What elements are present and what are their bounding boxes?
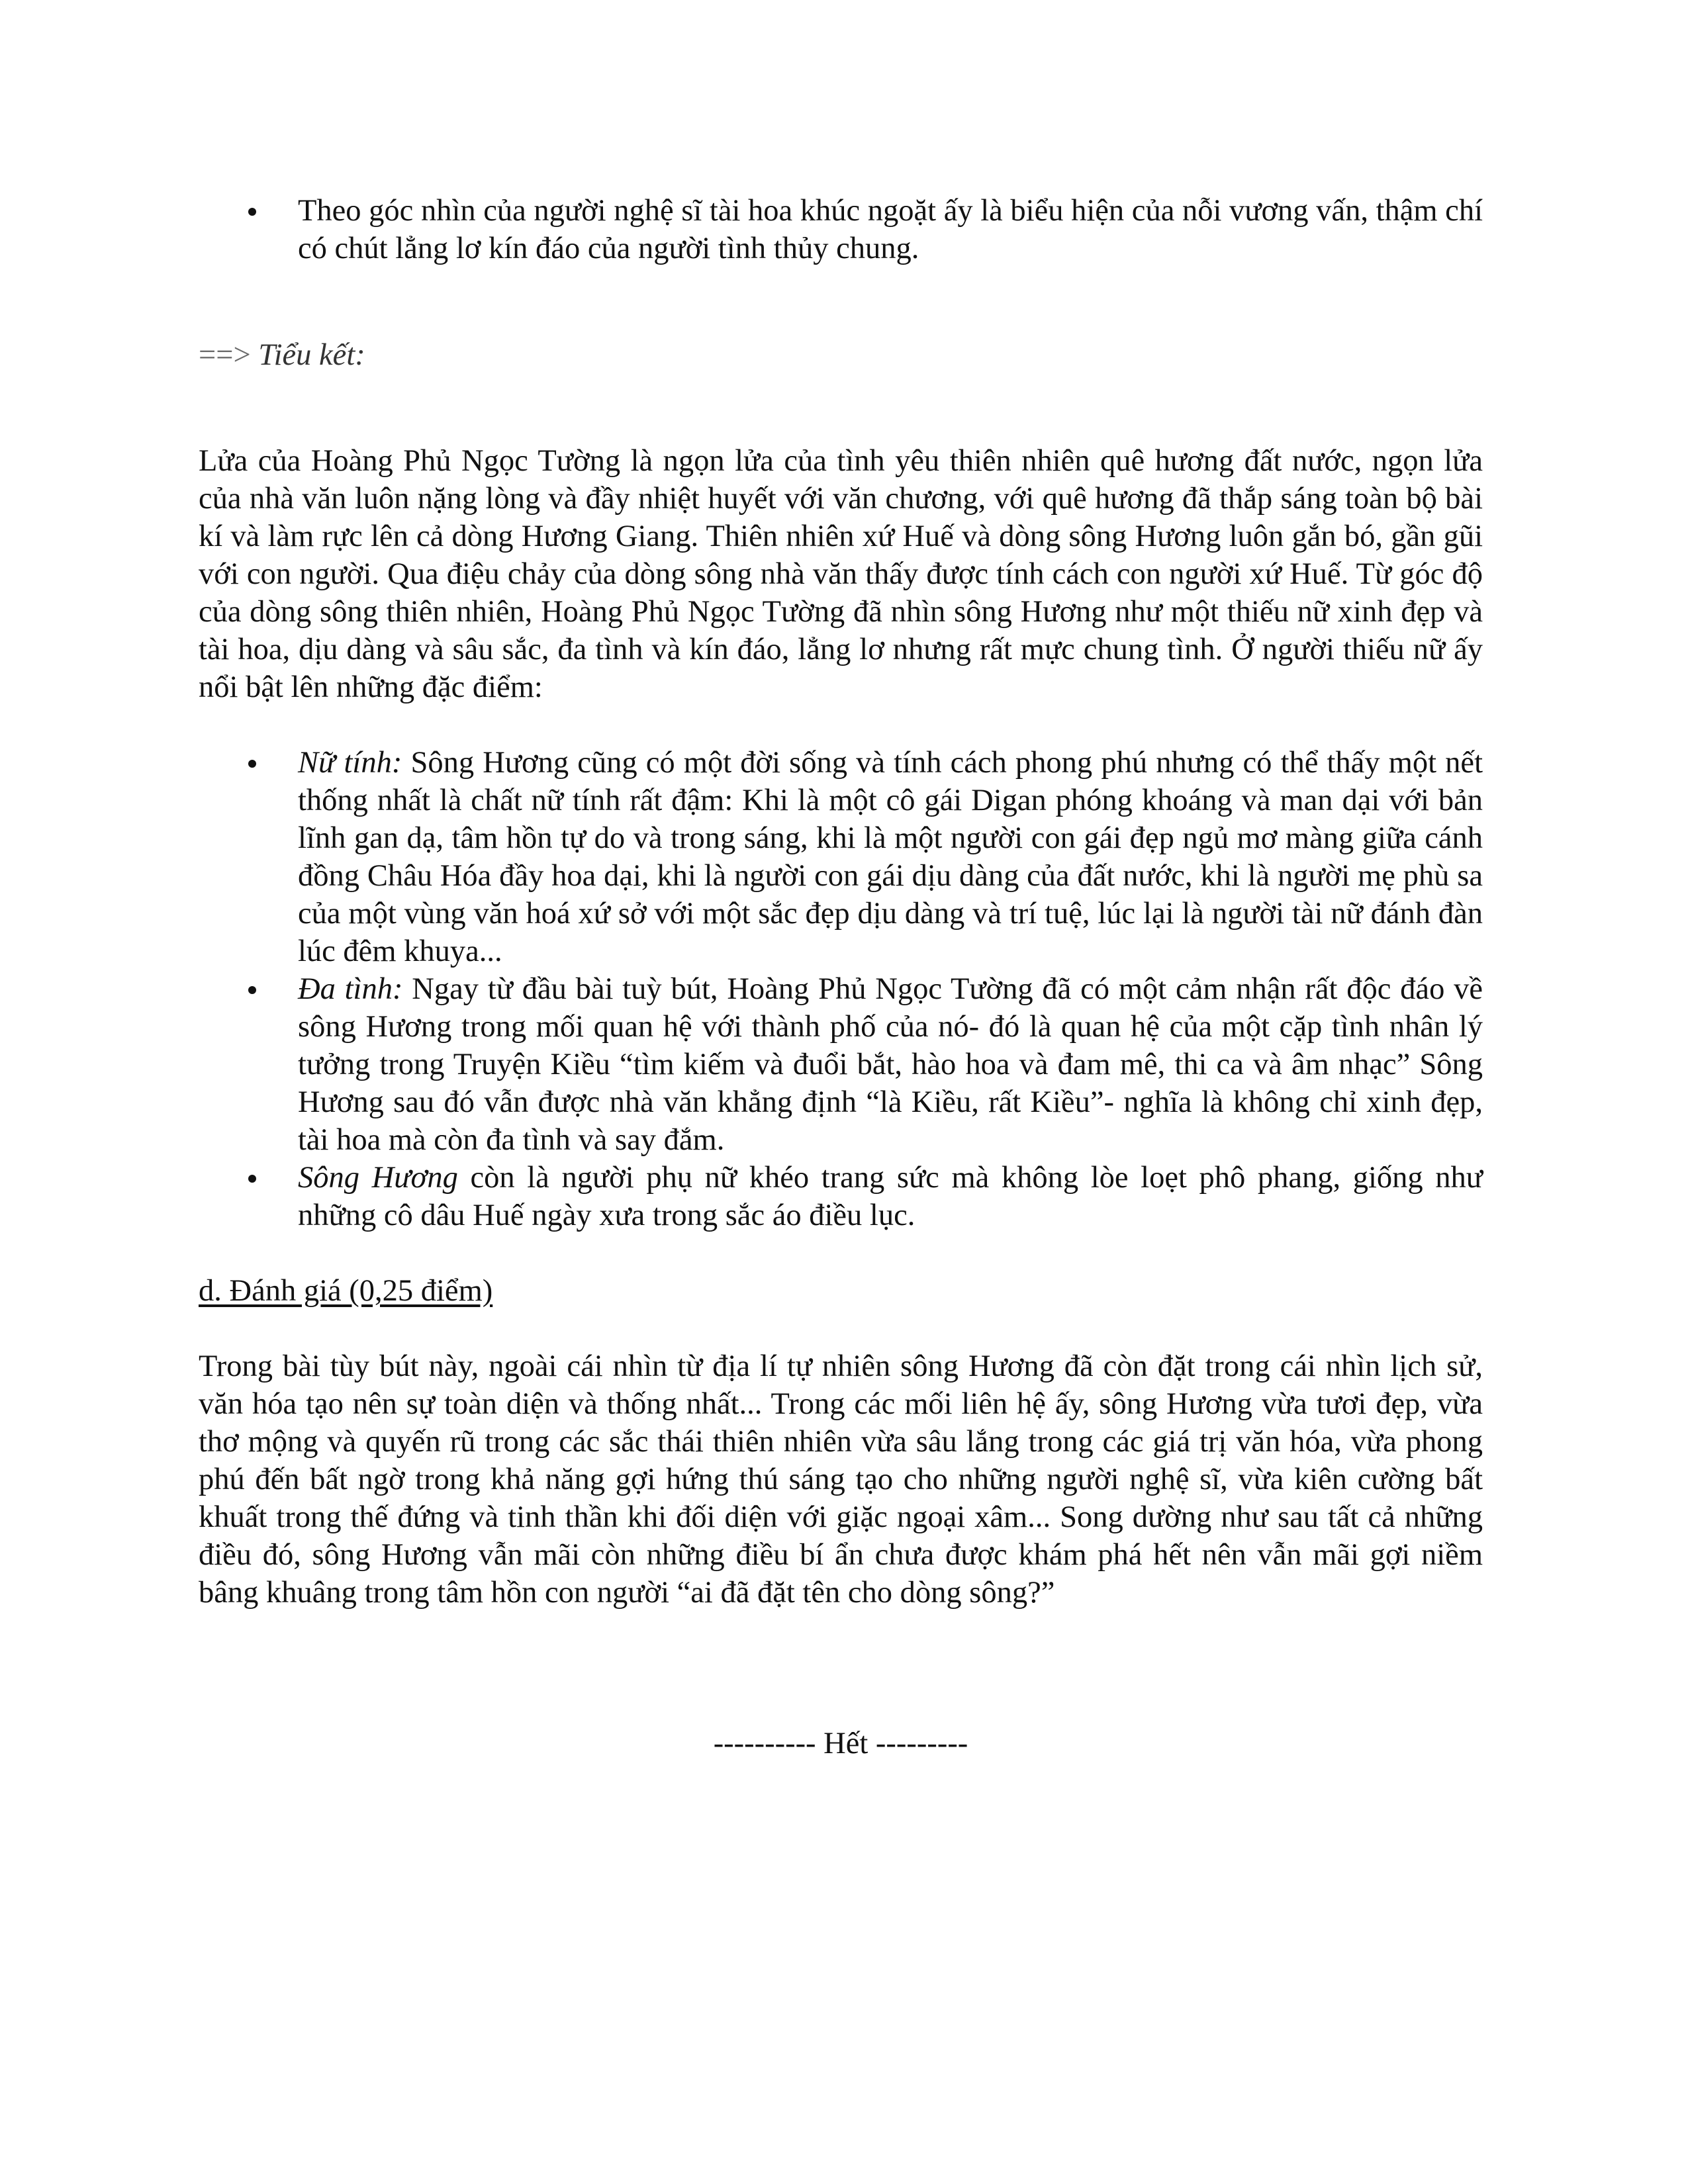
- summary-paragraph: Lửa của Hoàng Phủ Ngọc Tường là ngọn lửa của tình yêu thiên nhiên quê hương đất nước, ngọn lửa của nhà văn luôn nặng lòng và đầy nhiệt huyết với văn chương, với quê hương đã thắp sáng toàn bộ bài kí và làm rực lên cả dòng Hương Giang. Thiên nhiên xứ Huế và dòng sông Hương luôn gắn bó, gần gũi với con người. Qua điệu chảy của dòng sông nhà văn thấy được tính cách con người xứ Huế. Từ góc độ của dòng sông thiên nhiên, Hoàng Phủ Ngọc Tường đã nhìn sông Hương như một thiếu nữ xinh đẹp và tài hoa, dịu dàng và sâu sắc, đa tình và kín đáo, lẳng lơ nhưng rất mực chung tình. Ở người thiếu nữ ấy nổi bật lên những đặc điểm:: [199, 444, 1483, 704]
- intro-bullet-list: [199, 192, 1483, 267]
- evaluation-paragraph: Trong bài tùy bút này, ngoài cái nhìn từ địa lí tự nhiên sông Hương đã còn đặt trong cái nhìn lịch sử, văn hóa tạo nên sự toàn diện và thống nhất... Trong các mối liên hệ ấy, sông Hương vừa tươi đẹp, vừa thơ mộng và quyến rũ trong các sắc thái thiên nhiên vừa sâu lắng trong các giá trị văn hóa, vừa phong phú đến bất ngờ trong khả năng gợi hứng thú sáng tạo cho những người nghệ sĩ, vừa kiên cường bất khuất trong thế đứng và tinh thần khi đối diện với giặc ngoại xâm... Song dường như sau tất cả những điều đó, sông Hương vẫn mãi còn những điều bí ẩn chưa được khám phá hết nên vẫn mãi gợi niềm bâng khuâng trong tâm hồn con người “ai đã đặt tên cho dòng sông?”: [199, 1349, 1483, 1610]
- end-marker: ---------- Hết ---------: [713, 1727, 968, 1760]
- arrow-marker: ==>: [199, 338, 259, 372]
- tieu-ket-label: [199, 336, 1483, 374]
- intro-bullet-text: Theo góc nhìn của người nghệ sĩ tài hoa khúc ngoặt ấy là biểu hiện của nỗi vương vấn, thậm chí có chút lẳng lơ kín đáo của người tình thủy chung.: [298, 194, 1483, 265]
- trait-term: Nữ tính:: [298, 746, 402, 780]
- document-page: [199, 192, 1483, 1762]
- list-item: [199, 1159, 1483, 1234]
- trait-text: còn là người phụ nữ khéo trang sức mà không lòe loẹt phô phang, giống như những cô dâu Huế ngày xưa trong sắc áo điều lục.: [298, 1161, 1483, 1232]
- trait-text: Ngay từ đầu bài tuỳ bút, Hoàng Phủ Ngọc Tường đã có một cảm nhận rất độc đáo về sông Hương trong mối quan hệ với thành phố của nó- đó là quan hệ của một cặp tình nhân lý tưởng trong Truyện Kiều “tìm kiếm và đuổi bắt, hào hoa và đam mê, thi ca và âm nhạc” Sông Hương sau đó vẫn được nhà văn khẳng định “là Kiều, rất Kiều”- nghĩa là không chỉ xinh đẹp, tài hoa mà còn đa tình và say đắm.: [298, 972, 1483, 1157]
- bullet-icon: [248, 986, 256, 994]
- list-item: [199, 970, 1483, 1159]
- trait-term: Đa tình:: [298, 972, 403, 1006]
- section-d-heading: d. Đánh giá (0,25 điểm): [199, 1274, 493, 1308]
- list-item: [199, 192, 1483, 267]
- bullet-icon: [248, 760, 256, 768]
- trait-text: Sông Hương cũng có một đời sống và tính cách phong phú nhưng có thể thấy một nết thống nhất là chất nữ tính rất đậm: Khi là một cô gái Digan phóng khoáng và man dại với bản lĩnh gan dạ, tâm hồn tự do và trong sáng, khi là một người con gái đẹp ngủ mơ màng giữa cánh đồng Châu Hóa đầy hoa dại, khi là người con gái dịu dàng của đất nước, khi là người mẹ phù sa của một vùng văn hoá xứ sở với một sắc đẹp dịu dàng và trí tuệ, lúc lại là người tài nữ đánh đàn lúc đêm khuya...: [298, 746, 1483, 968]
- traits-list: [199, 744, 1483, 1234]
- bullet-icon: [248, 208, 256, 216]
- list-item: [199, 744, 1483, 970]
- trait-term: Sông Hương: [298, 1161, 458, 1195]
- tieu-ket-title: Tiểu kết:: [258, 338, 365, 372]
- bullet-icon: [248, 1175, 256, 1183]
